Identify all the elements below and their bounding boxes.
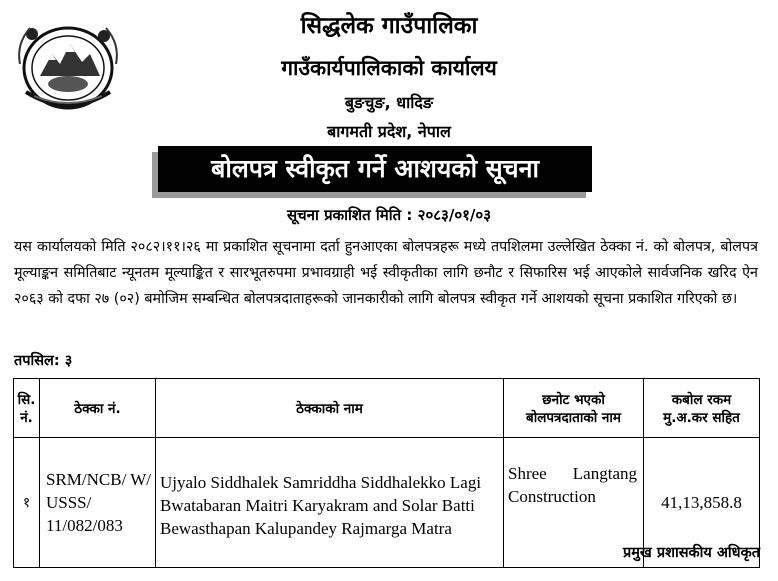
table-header-row bbox=[14, 379, 760, 438]
header-serial-number bbox=[14, 379, 40, 438]
schedule-count: तपसिल: ३ bbox=[14, 353, 73, 369]
signatory-title: प्रमुख प्रशासकीय अधिकृत bbox=[623, 545, 760, 561]
header-contract-number: ठेक्का नं. bbox=[40, 379, 156, 438]
cell-serial-number: १ bbox=[14, 438, 40, 568]
cell-bid-amount: 41,13,858.8 bbox=[644, 438, 760, 568]
cell-bidder-name: Shree Langtang Construction bbox=[504, 438, 644, 568]
header-bidder-line2: बोलपत्रदाताको नाम bbox=[526, 410, 621, 426]
header-amount-line2: मु.अ.कर सहित bbox=[663, 410, 740, 426]
header-contract-name: ठेक्काको नाम bbox=[156, 379, 504, 438]
notice-title-banner: बोलपत्र स्वीकृत गर्ने आशयको सूचना bbox=[158, 146, 592, 192]
header-serial-line2: नं. bbox=[20, 410, 33, 426]
province-country: बागमती प्रदेश, नेपाल bbox=[327, 122, 451, 141]
publication-date-value: २०८३/०१/०३ bbox=[417, 206, 491, 224]
header-amount-line1: कबोल रकम bbox=[671, 392, 732, 408]
award-table bbox=[13, 378, 760, 568]
header-serial-line1: सि. bbox=[17, 392, 36, 408]
cell-contract-number: SRM/NCB/ W/ USSS/ 11/082/083 bbox=[40, 438, 156, 568]
cell-contract-name: Ujyalo Siddhalek Samriddha Siddhalekko Lagi Bwatabaran Maitri Karyakram and Solar Batti Bewasthapan Kalupandey Rajmarga Matra bbox=[156, 438, 504, 568]
header-bid-amount bbox=[644, 379, 760, 438]
municipality-name: सिद्धलेक गाउँपालिका bbox=[300, 13, 478, 39]
publication-date bbox=[0, 205, 778, 225]
publication-date-label: सूचना प्रकाशित मिति : bbox=[287, 206, 413, 224]
header-selected-bidder bbox=[504, 379, 644, 438]
header-bidder-line1: छनोट भएको bbox=[542, 392, 605, 408]
notice-body-text: यस कार्यालयको मिति २०८२।११।२६ मा प्रकाशित सूचनामा दर्ता हुनआएका बोलपत्रहरू मध्ये तपशिलमा उल्लेखित ठेक्का नं. को बोलपत्र, बोलपत्र मूल्याङ्कन समितिबाट न्यूनतम मूल्याङ्कित र सारभूतरुपमा प्रभावग्राही भई स्वीकृतीका लागि छनौट र सिफारिस भई आएकोले सार्वजनिक खरिद ऐन २०६३ को दफा २७ (०२) बमोजिम सम्बन्धित बोलपत्रदाताहरूको जानकारीको लागि बोलपत्र स्वीकृत गर्ने आशयको सूचना प्रकाशित गरिएको छ। bbox=[14, 239, 758, 307]
office-name: गाउँकार्यपालिकाको कार्यालय bbox=[281, 56, 497, 80]
office-location: बुङचुङ, धादिङ bbox=[344, 93, 434, 112]
